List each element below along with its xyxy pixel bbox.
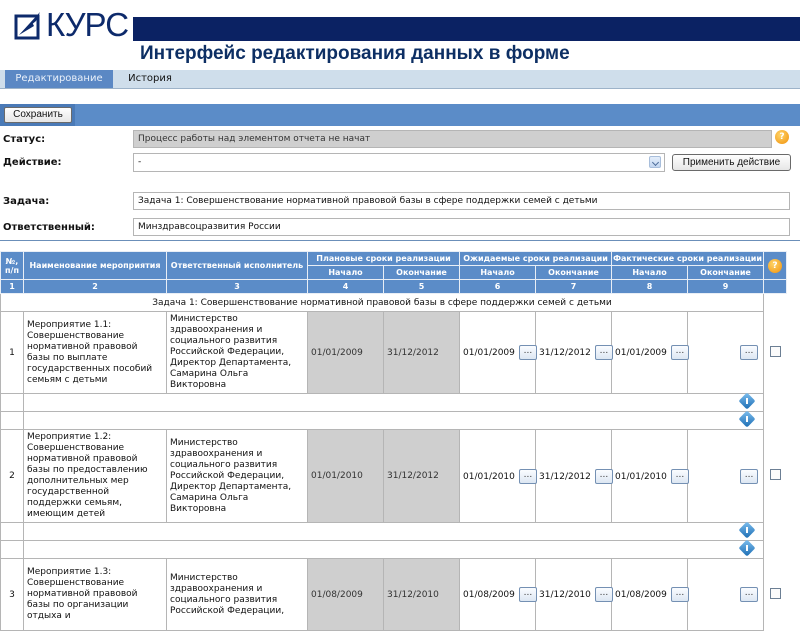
- expected-start: 01/01/2009: [463, 348, 515, 358]
- col-exec-header: Ответственный исполнитель: [167, 252, 308, 280]
- tab-editing[interactable]: Редактирование: [5, 70, 113, 88]
- responsible-executor: Министерство здравоохранения и социального развития Российской Федерации, Директор Департамента, Самарина Ольга Викторовна: [167, 430, 308, 523]
- empty-cell: [764, 541, 787, 559]
- sub-row: [1, 394, 787, 412]
- expected-start-cell: [460, 559, 536, 631]
- row-number: 2: [1, 430, 24, 523]
- col-number: 4: [308, 280, 384, 294]
- date-picker-button[interactable]: ...: [740, 345, 758, 360]
- logo-text: КУРС: [46, 6, 129, 43]
- sub-row-content: [24, 523, 764, 541]
- col-number: 3: [167, 280, 308, 294]
- toolbar: [0, 104, 800, 126]
- action-select-value: -: [138, 157, 142, 167]
- activity-name: Мероприятие 1.1: Совершенствование нормативной правовой базы по выплате государственных пособий семьям с детьми: [24, 312, 167, 394]
- plan-start: 01/08/2009: [308, 559, 384, 631]
- tab-bar: [0, 70, 800, 89]
- action-select[interactable]: [133, 153, 665, 172]
- col-number-empty: [764, 280, 787, 294]
- info-icon[interactable]: [739, 522, 756, 539]
- empty-cell: [764, 523, 787, 541]
- date-picker-button[interactable]: ...: [519, 345, 537, 360]
- plan-start: 01/01/2009: [308, 312, 384, 394]
- expected-end-cell: [536, 559, 612, 631]
- sub-row: [1, 541, 787, 559]
- help-icon[interactable]: ?: [768, 259, 782, 273]
- col-number: 6: [460, 280, 536, 294]
- save-button[interactable]: Сохранить: [4, 107, 72, 123]
- activity-name: Мероприятие 1.3: Совершенствование нормативной правовой базы по организации отдыха и: [24, 559, 167, 631]
- date-picker-button[interactable]: ...: [740, 587, 758, 602]
- act-end-header: Окончание: [688, 266, 764, 280]
- task-field[interactable]: Задача 1: Совершенствование нормативной правовой базы в сфере поддержки семей с детьми: [133, 192, 790, 210]
- header-banner: [133, 17, 800, 41]
- info-icon[interactable]: [739, 540, 756, 557]
- logo: [14, 8, 132, 42]
- date-picker-button[interactable]: ...: [595, 587, 613, 602]
- table-row: [1, 430, 787, 523]
- table-row: [1, 312, 787, 394]
- col-number: 5: [384, 280, 460, 294]
- action-label: Действие:: [3, 157, 62, 168]
- activity-name: Мероприятие 1.2: Совершенствование нормативной правовой базы по предоставлению дополнительных мер государственной поддержки семьям, имеющим детей: [24, 430, 167, 523]
- empty-cell: [1, 523, 24, 541]
- info-icon[interactable]: [739, 411, 756, 428]
- col-actual-header: Фактические сроки реализации: [612, 252, 764, 266]
- actual-start: 01/01/2010: [615, 471, 667, 482]
- expected-start-cell: [460, 430, 536, 523]
- plan-end: 31/12/2012: [384, 312, 460, 394]
- actual-start-cell: [612, 430, 688, 523]
- responsible-label: Ответственный:: [3, 222, 95, 233]
- date-picker-button[interactable]: ...: [519, 587, 537, 602]
- col-number: 8: [612, 280, 688, 294]
- date-picker-button[interactable]: ...: [595, 469, 613, 484]
- empty-cell: [1, 412, 24, 430]
- expected-start: 01/08/2009: [463, 590, 515, 600]
- activities-table: [0, 251, 787, 631]
- info-icon[interactable]: [739, 393, 756, 410]
- status-field: Процесс работы над элементом отчета не начат: [133, 130, 772, 148]
- date-picker-button[interactable]: ...: [740, 469, 758, 484]
- apply-action-button[interactable]: Применить действие: [672, 154, 791, 171]
- date-picker-button[interactable]: ...: [671, 469, 689, 484]
- expected-end: 31/12/2012: [539, 471, 591, 482]
- actual-start-cell: [612, 559, 688, 631]
- col-number: 1: [1, 280, 24, 294]
- responsible-field[interactable]: Минздравсоцразвития России: [133, 218, 790, 236]
- col-number: 2: [24, 280, 167, 294]
- expected-end-cell: [536, 312, 612, 394]
- date-picker-button[interactable]: ...: [595, 345, 613, 360]
- plan-end: 31/12/2010: [384, 559, 460, 631]
- date-picker-button[interactable]: ...: [519, 469, 537, 484]
- help-icon[interactable]: ?: [775, 130, 789, 144]
- plan-start-header: Начало: [308, 266, 384, 280]
- expected-start: 01/01/2010: [463, 471, 515, 482]
- sub-row-content: [24, 541, 764, 559]
- col-expected-header: Ожидаемые сроки реализации: [460, 252, 612, 266]
- col-number: 7: [536, 280, 612, 294]
- row-checkbox[interactable]: [770, 588, 781, 599]
- act-start-header: Начало: [612, 266, 688, 280]
- empty-cell: [764, 394, 787, 412]
- row-select-cell: [764, 430, 787, 523]
- col-name-header: Наименование мероприятия: [24, 252, 167, 280]
- expected-start-cell: [460, 312, 536, 394]
- divider: [0, 240, 800, 241]
- task-label: Задача:: [3, 196, 50, 207]
- row-number: 1: [1, 312, 24, 394]
- plan-end-header: Окончание: [384, 266, 460, 280]
- plan-end: 31/12/2012: [384, 430, 460, 523]
- empty-cell: [1, 541, 24, 559]
- logo-mark-icon: [14, 10, 44, 40]
- exp-start-header: Начало: [460, 266, 536, 280]
- expected-end: 31/12/2012: [539, 348, 591, 358]
- empty-cell: [1, 394, 24, 412]
- date-picker-button[interactable]: ...: [671, 345, 689, 360]
- status-label: Статус:: [3, 134, 46, 145]
- exp-end-header: Окончание: [536, 266, 612, 280]
- actual-end-cell: [688, 312, 764, 394]
- col-num-header: №, п/п: [1, 252, 24, 280]
- expected-end: 31/12/2010: [539, 590, 591, 600]
- actual-end-cell: [688, 430, 764, 523]
- table-row: [1, 559, 787, 631]
- row-number: 3: [1, 559, 24, 631]
- row-checkbox[interactable]: [770, 346, 781, 357]
- chevron-down-icon[interactable]: [649, 156, 661, 168]
- sub-row: [1, 523, 787, 541]
- table-help-cell: [764, 252, 787, 280]
- empty-cell: [764, 412, 787, 430]
- date-picker-button[interactable]: ...: [671, 587, 689, 602]
- plan-start: 01/01/2010: [308, 430, 384, 523]
- actual-start: 01/01/2009: [615, 348, 667, 358]
- actual-end-cell: [688, 559, 764, 631]
- responsible-executor: Министерство здравоохранения и социального развития Российской Федерации, Директор Департамента, Самарина Ольга Викторовна: [167, 312, 308, 394]
- col-planned-header: Плановые сроки реализации: [308, 252, 460, 266]
- row-checkbox[interactable]: [770, 469, 781, 480]
- expected-end-cell: [536, 430, 612, 523]
- sub-row-content: [24, 412, 764, 430]
- row-select-cell: [764, 559, 787, 631]
- tab-history[interactable]: История: [128, 73, 172, 84]
- row-select-cell: [764, 312, 787, 394]
- responsible-executor: Министерство здравоохранения и социального развития Российской Федерации,: [167, 559, 308, 631]
- page-title: Интерфейс редактирования данных в форме: [140, 43, 570, 64]
- sub-row-content: [24, 394, 764, 412]
- col-number: 9: [688, 280, 764, 294]
- empty-cell: [764, 294, 787, 312]
- actual-start: 01/08/2009: [615, 590, 667, 600]
- actual-start-cell: [612, 312, 688, 394]
- task-group-row: Задача 1: Совершенствование нормативной правовой базы в сфере поддержки семей с детьми: [1, 294, 764, 312]
- sub-row: [1, 412, 787, 430]
